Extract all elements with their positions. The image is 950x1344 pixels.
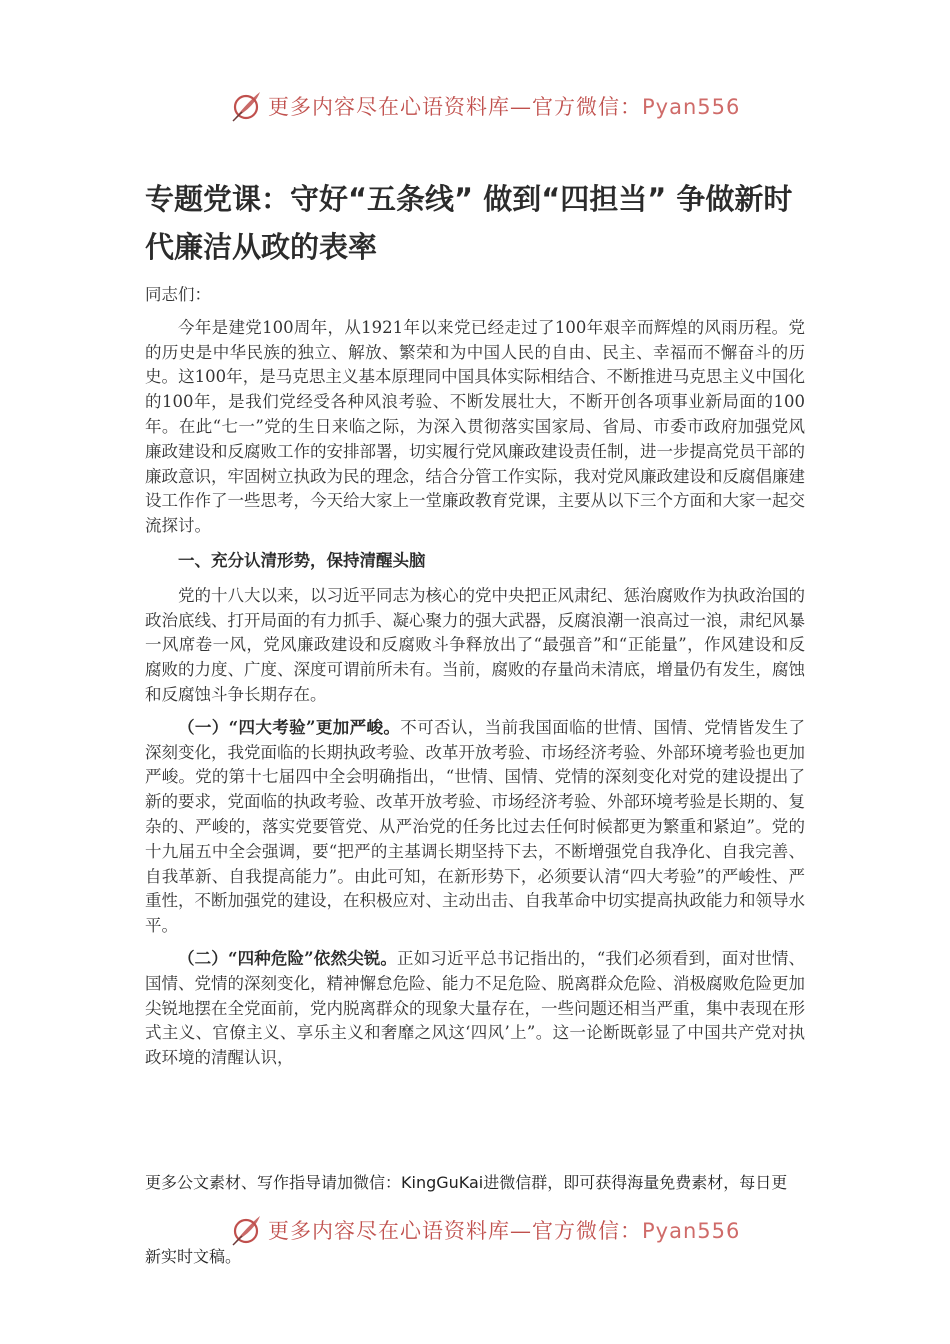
banner-text-bottom — [268, 1215, 740, 1245]
feather-pen-logo-icon — [228, 88, 264, 124]
section-1-paragraph: 党的十八大以来，以习近平同志为核心的党中央把正风肃纪、惩治腐败作为执政治国的政治底线、打开局面的有力抓手、凝心聚力的强大武器，反腐浪潮一浪高过一浪，肃纪风暴一风席卷一风，党风廉政建设和反腐败斗争释放出了“最强音”和“正能量”，作风建设和反腐败的力度、广度、深度可谓前所未有。当前，腐败的存量尚未清底，增量仍有发生，腐蚀和反腐蚀斗争长期存在。 — [145, 585, 805, 704]
subsection-2-paragraph — [145, 947, 805, 1071]
banner-slogan: 更多内容尽在心语资料库—官方微信： — [268, 1219, 642, 1243]
subsection-2-lead: （二）“四种危险”依然尖锐。 — [178, 948, 398, 968]
banner-wechat-id: Pyan556 — [642, 1219, 741, 1243]
footer-wechat-id: KingGuKai — [401, 1173, 484, 1192]
section-1-heading: 一、充分认清形势，保持清醒头脑 — [178, 550, 426, 570]
footer-watermark-banner — [0, 1206, 950, 1254]
footer-note — [145, 1172, 815, 1194]
document-title: 专题党课：守好“五条线” 做到“四担当” 争做新时代廉洁从政的表率 — [145, 182, 793, 264]
footer-prefix: 更多公文素材、写作指导请加微信： — [145, 1173, 402, 1192]
subsection-1-text: 不可否认，当前我国面临的世情、国情、党情皆发生了深刻变化，我党面临的长期执政考验、改革开放考验、市场经济考验、外部环境考验也更加严峻。党的第十七届四中全会明确指出，“世情、国情、党情的深刻变化对党的建设提出了新的要求，党面临的执政考验、改革开放考验、市场经济考验、外部环境考验是长期的、复杂的、严峻的，落实党要管党、从严治党的任务比过去任何时候都更为繁重和紧迫”。党的十九届五中全会强调，要“把严的主基调长期坚持下去，不断增强党自我净化、自我完善、自我革新、自我提高能力”。由此可知，在新形势下，必须要认清“四大考验”的严峻性、严重性，不断加强党的建设，在积极应对、主动出击、自我革命中切实提高执政能力和领导水平。 — [145, 717, 806, 936]
subsection-1-paragraph — [145, 716, 805, 939]
subsection-1-lead: （一）“四大考验”更加严峻。 — [178, 717, 401, 737]
document-body — [145, 283, 805, 1071]
intro-paragraph: 今年是建党100周年，从1921年以来党已经走过了100年艰辛而辉煌的风雨历程。党的历史是中华民族的独立、解放、繁荣和为中国人民的自由、民主、幸福而不懈奋斗的历史。这100年，是马克思主义基本原理同中国具体实际相结合、不断推进马克思主义中国化的100年，是我们党经受各种风浪考验、不断发展壮大，不断开创各项事业新局面的100年。在此“七一”党的生日来临之际，为深入贯彻落实国家局、省局、市委市政府加强党风廉政建设和反腐败工作的安排部署，切实履行党风廉政建设责任制，进一步提高党员干部的廉政意识，牢固树立执政为民的理念，结合分管工作实际，我对党风廉政建设和反腐倡廉建设工作作了一些思考，今天给大家上一堂廉政教育党课，主要从以下三个方面和大家一起交流探讨。 — [145, 317, 805, 536]
subsection-2-text: 正如习近平总书记指出的，“我们必须看到，面对世情、国情、党情的深刻变化，精神懈怠危险、能力不足危险、脱离群众危险、消极腐败危险更加尖锐地摆在全党面前，党内脱离群众的现象大量存在，一些问题还相当严重，集中表现在形式主义、官僚主义、享乐主义和奢靡之风这‘四风’上”。这一论断既彰显了中国共产党对执政环境的清醒认识， — [145, 948, 806, 1068]
footer-suffix: 进微信群，即可获得海量免费素材，每日更 — [483, 1173, 788, 1192]
header-watermark-banner — [0, 82, 950, 130]
banner-wechat-id: Pyan556 — [642, 95, 741, 119]
banner-text — [268, 91, 740, 121]
footer-tail: 新实时文稿。 — [145, 1247, 242, 1266]
feather-pen-logo-icon — [228, 1212, 264, 1248]
salutation: 同志们： — [145, 285, 211, 304]
banner-slogan: 更多内容尽在心语资料库—官方微信： — [268, 95, 642, 119]
